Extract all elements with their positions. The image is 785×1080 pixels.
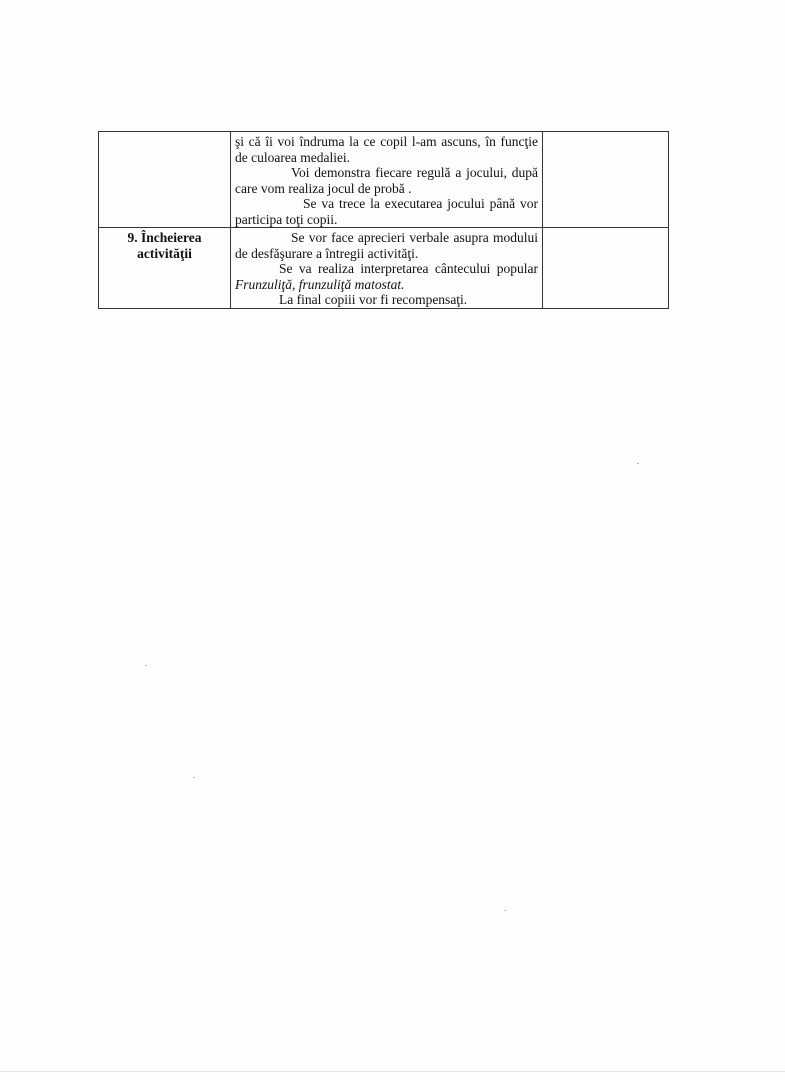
description-cell [231, 228, 543, 309]
activity-table [98, 131, 669, 309]
scan-speck [504, 910, 506, 911]
paragraph [235, 261, 538, 292]
stage-cell [99, 132, 231, 228]
notes-cell [543, 132, 669, 228]
stage-title: 9. Încheierea activităţii [127, 230, 202, 261]
song-title: Frunzuliţă, frunzuliţă matostat. [235, 276, 405, 292]
paragraph: Se va trece la executarea jocului până vor participa toţi copii. [235, 196, 538, 227]
scan-speck [637, 463, 639, 464]
scan-edge [0, 1071, 785, 1072]
paragraph: Voi demonstra fiecare regulă a jocului, după care vom realiza jocul de probă . [235, 165, 538, 196]
song-intro: Se va realiza interpretarea cântecului popular [279, 261, 538, 276]
paragraph: La final copiii vor fi recompensaţi. [279, 292, 468, 307]
description-cell [231, 132, 543, 228]
paragraph: şi că îi voi îndruma la ce copil l-am ascuns, în funcţie de culoarea medaliei. [235, 134, 538, 165]
paragraph: Se vor face aprecieri verbale asupra modului de desfăşurare a întregii activităţi. [235, 230, 538, 261]
table-row [99, 132, 669, 228]
stage-cell [99, 228, 231, 309]
notes-cell [543, 228, 669, 309]
table-row [99, 228, 669, 309]
scan-speck [145, 665, 147, 666]
scan-speck [193, 777, 195, 778]
